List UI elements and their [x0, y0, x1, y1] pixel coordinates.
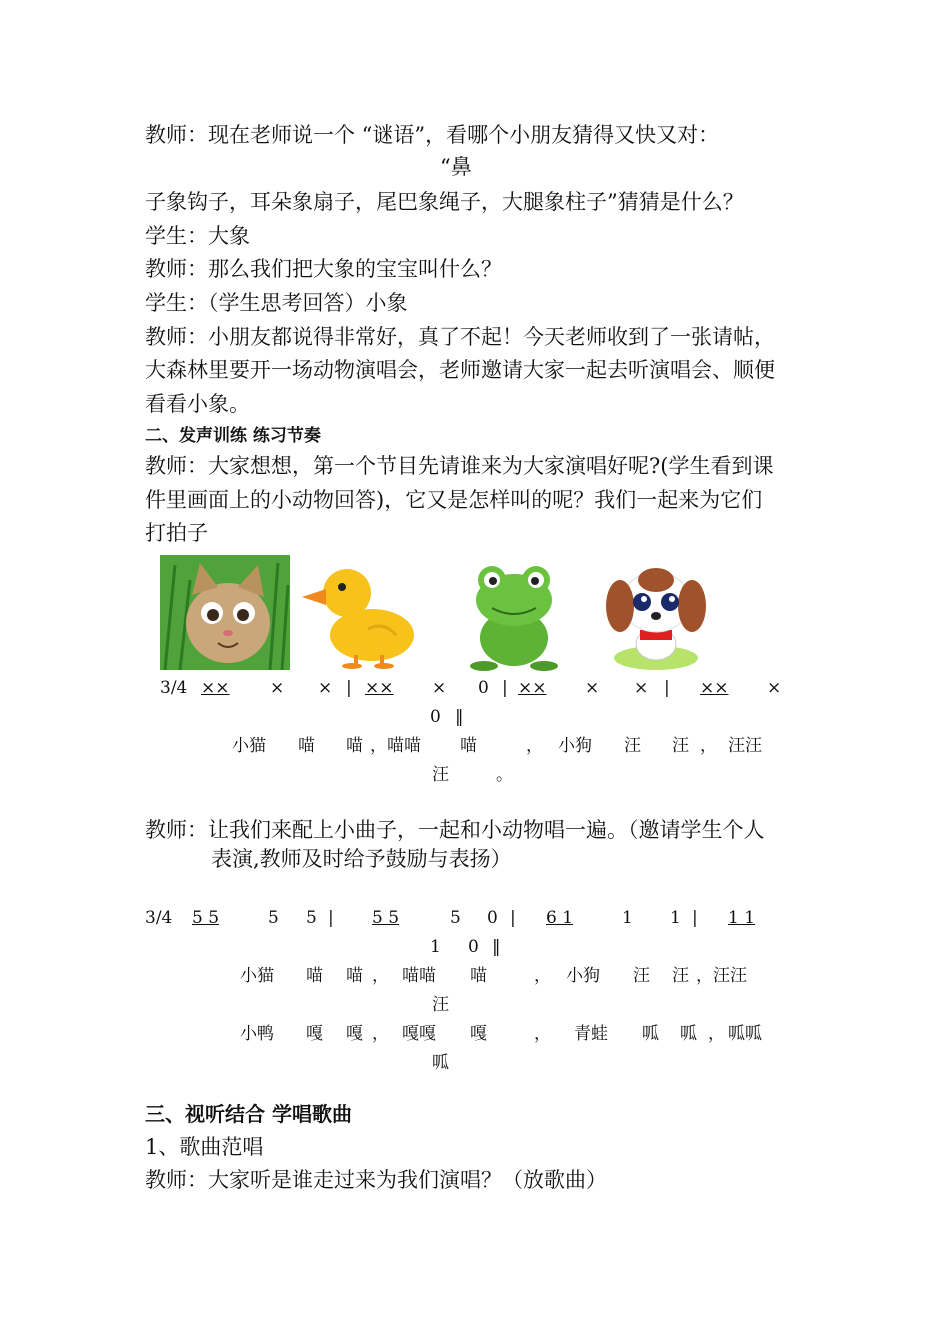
melody-note: 5 5 — [192, 908, 220, 928]
end-bar-line: ‖ — [455, 707, 464, 727]
section-heading: 二、发声训练 练习节奏 — [145, 426, 321, 446]
lyric: ，喵喵 — [370, 736, 421, 756]
lyric: ， — [700, 736, 717, 756]
lyric: 。 — [496, 765, 513, 785]
cat-image — [160, 555, 290, 670]
text-line: 表演,教师及时给予鼓励与表扬） — [211, 847, 512, 871]
lyric: 汪汪 — [728, 736, 762, 756]
bar-line: | — [346, 678, 352, 698]
lyric: 嘎 — [306, 1024, 323, 1044]
rhythm-note: ×× — [518, 678, 547, 698]
text-line: 教师：小朋友都说得非常好，真了不起！今天老师收到了一张请帖， — [145, 325, 775, 349]
lyric: 嘎 — [470, 1024, 487, 1044]
text-line: 子象钩子，耳朵象扇子，尾巴象绳子，大腿象柱子”猜猜是什么？ — [145, 190, 744, 214]
rhythm-note: × — [432, 678, 447, 698]
rhythm-note: ×× — [365, 678, 394, 698]
lyric: 小猫 — [240, 966, 274, 986]
section-heading: 三、视听结合 学唱歌曲 — [145, 1102, 352, 1126]
lyric: 呱 — [680, 1024, 697, 1044]
lyric: 喵 — [306, 966, 323, 986]
lyric: 喵 — [298, 736, 315, 756]
bar-line: | — [328, 908, 334, 928]
text-line: 教师：大家想想，第一个节目先请谁来为大家演唱好呢?(学生看到课 — [145, 454, 774, 478]
melody-note: 1 — [430, 937, 441, 957]
melody-note: 5 — [268, 908, 279, 928]
text-line: 件里画面上的小动物回答)，它又是怎样叫的呢？我们一起来为它们 — [145, 488, 763, 512]
rhythm-note: × — [767, 678, 782, 698]
text-line: 教师：大家听是谁走过来为我们演唱？（放歌曲） — [145, 1168, 607, 1192]
lyric: 青蛙 — [574, 1024, 608, 1044]
melody-note: 5 — [450, 908, 461, 928]
rest-note: 0 — [430, 707, 441, 727]
lyric: 嘎嘎 — [402, 1024, 436, 1044]
melody-note: 5 — [306, 908, 317, 928]
rhythm-note: × — [270, 678, 285, 698]
lyric: 汪 — [624, 736, 641, 756]
lyric: ， — [372, 1024, 389, 1044]
lyric: 喵 — [470, 966, 487, 986]
melody-note: 1 — [670, 908, 681, 928]
text-line: 教师：现在老师说一个 “谜语”，看哪个小朋友猜得又快又对： — [145, 123, 720, 147]
rest-note: 0 — [468, 937, 479, 957]
melody-note: 1 — [622, 908, 633, 928]
lyric: 呱 — [642, 1024, 659, 1044]
text-line: 教师：那么我们把大象的宝宝叫什么？ — [145, 257, 502, 281]
time-signature: 3/4 — [160, 678, 188, 698]
dog-image — [600, 558, 712, 673]
lyric: 嘎 — [346, 1024, 363, 1044]
rhythm-note: × — [585, 678, 600, 698]
lyric: ，汪汪 — [696, 966, 747, 986]
lyric: 小鸭 — [240, 1024, 274, 1044]
text-line: 学生：大象 — [145, 224, 250, 248]
melody-note: 5 5 — [372, 908, 400, 928]
lyric: ， — [534, 1024, 551, 1044]
lyric: 喵 — [346, 736, 363, 756]
bar-line: | — [664, 678, 670, 698]
text-line: 教师：让我们来配上小曲子，一起和小动物唱一遍。（邀请学生个人 — [145, 818, 765, 842]
lyric: 汪 — [432, 765, 449, 785]
melody-note: 1 1 — [728, 908, 756, 928]
frog-image — [462, 558, 566, 673]
bar-line: | — [692, 908, 698, 928]
lyric: ， — [372, 966, 389, 986]
text-line: 学生：（学生思考回答）小象 — [145, 291, 408, 315]
lyric: 汪 — [432, 995, 449, 1015]
lyric: 呱 — [432, 1053, 449, 1073]
melody-note: 6 1 — [546, 908, 574, 928]
lyric: ， — [708, 1024, 725, 1044]
rhythm-note: ×× — [700, 678, 729, 698]
text-line: 大森林里要开一场动物演唱会，老师邀请大家一起去听演唱会、顺便 — [145, 358, 775, 382]
rest-note: 0 — [478, 678, 489, 698]
lyric: 喵 — [460, 736, 477, 756]
rest-note: 0 — [487, 908, 498, 928]
bar-line: | — [510, 908, 516, 928]
lyric: ， — [534, 966, 551, 986]
bar-line: | — [502, 678, 508, 698]
lyric: 小狗 — [558, 736, 592, 756]
rhythm-note: × — [318, 678, 333, 698]
lyric: 汪 — [672, 736, 689, 756]
text-line: “鼻 — [440, 155, 472, 179]
lyric: 呱呱 — [728, 1024, 762, 1044]
lyric: 汪 — [672, 966, 689, 986]
lyric: 喵喵 — [402, 966, 436, 986]
text-line: 看看小象。 — [145, 392, 250, 416]
lyric: 小狗 — [566, 966, 600, 986]
text-line: 1、歌曲范唱 — [145, 1135, 264, 1159]
time-signature: 3/4 — [145, 908, 173, 928]
text-line: 打拍子 — [145, 521, 208, 545]
duck-image — [292, 555, 422, 670]
lyric: ， — [526, 736, 543, 756]
lyric: 汪 — [633, 966, 650, 986]
end-bar-line: ‖ — [492, 937, 501, 957]
rhythm-note: × — [634, 678, 649, 698]
lyric: 喵 — [346, 966, 363, 986]
rhythm-note: ×× — [201, 678, 230, 698]
lyric: 小猫 — [232, 736, 266, 756]
